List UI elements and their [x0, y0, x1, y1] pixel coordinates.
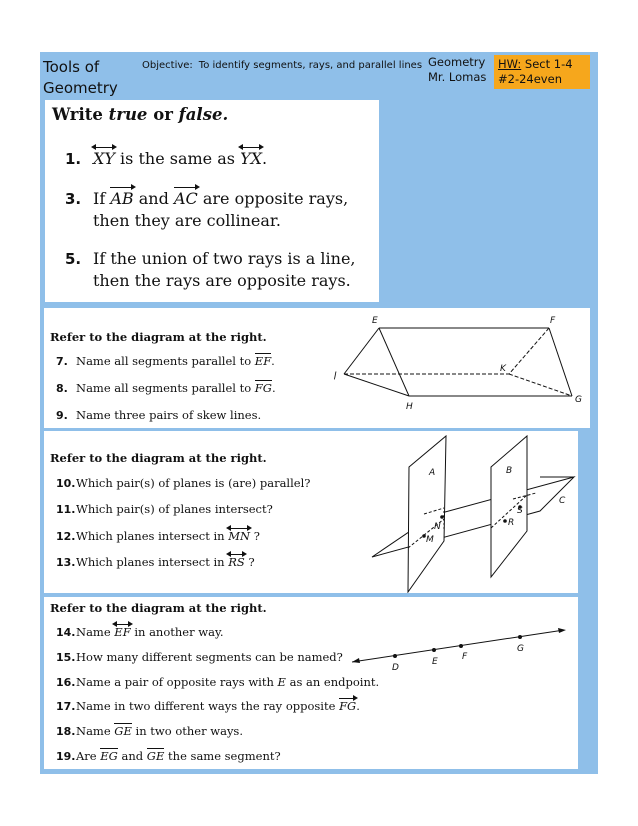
plane-c	[372, 477, 574, 557]
line-panel	[44, 597, 578, 769]
planes-diagram	[364, 431, 578, 593]
edge-ej	[344, 328, 379, 374]
label-b: B	[506, 466, 513, 476]
edge-fk	[509, 328, 549, 374]
question-13: 13.Which planes intersect in RS ?	[56, 555, 255, 569]
hw-problems: #2-24even	[498, 72, 562, 86]
label-h: H	[406, 402, 413, 410]
course-name: Geometry	[428, 55, 486, 69]
objective-text: To identify segments, rays, and parallel lines	[198, 60, 423, 71]
point-n	[440, 515, 444, 519]
label-k: K	[500, 364, 506, 374]
question-19: 19.Are EG and GE the same segment?	[56, 749, 281, 763]
segment-ge-2: GE	[146, 749, 165, 763]
question-18: 18.Name GE in two other ways.	[56, 724, 243, 738]
label-j: J	[334, 371, 337, 381]
hw-label: HW:	[498, 57, 522, 71]
segment-ge: GE	[114, 724, 132, 738]
label-e: E	[372, 316, 378, 326]
hw-section: Sect 1-4	[524, 57, 573, 71]
teacher-name: Mr. Lomas	[428, 70, 487, 84]
ray-ac-symbol: AC	[173, 189, 198, 208]
label-n: N	[434, 522, 441, 532]
objective	[142, 60, 428, 71]
question-16: 16.Name a pair of opposite rays with E as an endpoint.	[56, 675, 380, 689]
section1-heading: Write true or false.	[52, 105, 229, 124]
question-1: 1. XY is the same as YX.	[65, 148, 267, 170]
label-e: E	[432, 657, 438, 667]
worksheet-title	[43, 57, 118, 99]
line-yx-symbol: YX	[240, 148, 262, 170]
course-info	[428, 55, 486, 85]
objective-label: Objective:	[142, 60, 193, 71]
section3-heading: Refer to the diagram at the right.	[50, 451, 267, 465]
label-c: C	[559, 496, 566, 506]
line-xy-symbol: XY	[93, 148, 115, 170]
segment-fg: FG	[254, 381, 272, 395]
title-line-1: Tools of	[43, 58, 100, 76]
segment-eg: EG	[100, 749, 118, 763]
label-f: F	[462, 652, 468, 662]
point-f	[459, 644, 463, 648]
segment-ef: EF	[254, 354, 272, 368]
question-8: 8. Name all segments parallel to FG.	[56, 381, 276, 395]
planes-panel	[44, 431, 578, 593]
point-e	[432, 648, 436, 652]
question-17: 17.Name in two different ways the ray opposite FG.	[56, 699, 360, 713]
prism-panel	[44, 308, 590, 428]
question-14: 14.Name EF in another way.	[56, 625, 224, 639]
question-3: 3. If AB and AC are opposite rays, then they are collinear.	[65, 189, 349, 230]
ray-ab-symbol: AB	[110, 189, 134, 208]
line-rs-symbol: RS	[228, 555, 245, 569]
edge-fg	[549, 328, 572, 396]
title-line-2: Geometry	[43, 79, 118, 97]
question-10: 10.Which pair(s) of planes is (are) parallel?	[56, 476, 311, 490]
label-s: S	[517, 506, 523, 516]
point-r	[503, 519, 507, 523]
question-9: 9. Name three pairs of skew lines.	[56, 408, 262, 422]
prism-diagram	[334, 310, 590, 410]
question-5: 5. If the union of two rays is a line, then the rays are opposite rays.	[65, 249, 356, 290]
edge-jh	[344, 374, 409, 396]
line-diagram	[346, 619, 576, 679]
line-ef-symbol: EF	[114, 625, 130, 639]
true-false-panel	[45, 100, 379, 302]
label-m: M	[426, 535, 434, 545]
question-11: 11.Which pair(s) of planes intersect?	[56, 502, 273, 516]
line-mn-symbol: MN	[228, 529, 250, 543]
label-a: A	[429, 468, 436, 478]
plane-a	[408, 436, 446, 592]
label-r: R	[508, 518, 515, 528]
question-15: 15.How many different segments can be named?	[56, 650, 343, 664]
edge-eh	[379, 328, 409, 396]
point-g	[518, 635, 522, 639]
label-g: G	[517, 644, 524, 654]
label-f: F	[550, 316, 556, 326]
label-d: D	[392, 663, 399, 673]
edge-kg	[509, 374, 572, 396]
label-g: G	[575, 395, 582, 405]
section2-heading: Refer to the diagram at the right.	[50, 330, 267, 344]
homework-box	[494, 55, 590, 89]
section4-heading: Refer to the diagram at the right.	[50, 601, 267, 615]
question-12: 12.Which planes intersect in MN ?	[56, 529, 260, 543]
point-d	[393, 654, 397, 658]
question-7: 7. Name all segments parallel to EF.	[56, 354, 275, 368]
ray-fg-symbol: FG	[339, 699, 357, 713]
